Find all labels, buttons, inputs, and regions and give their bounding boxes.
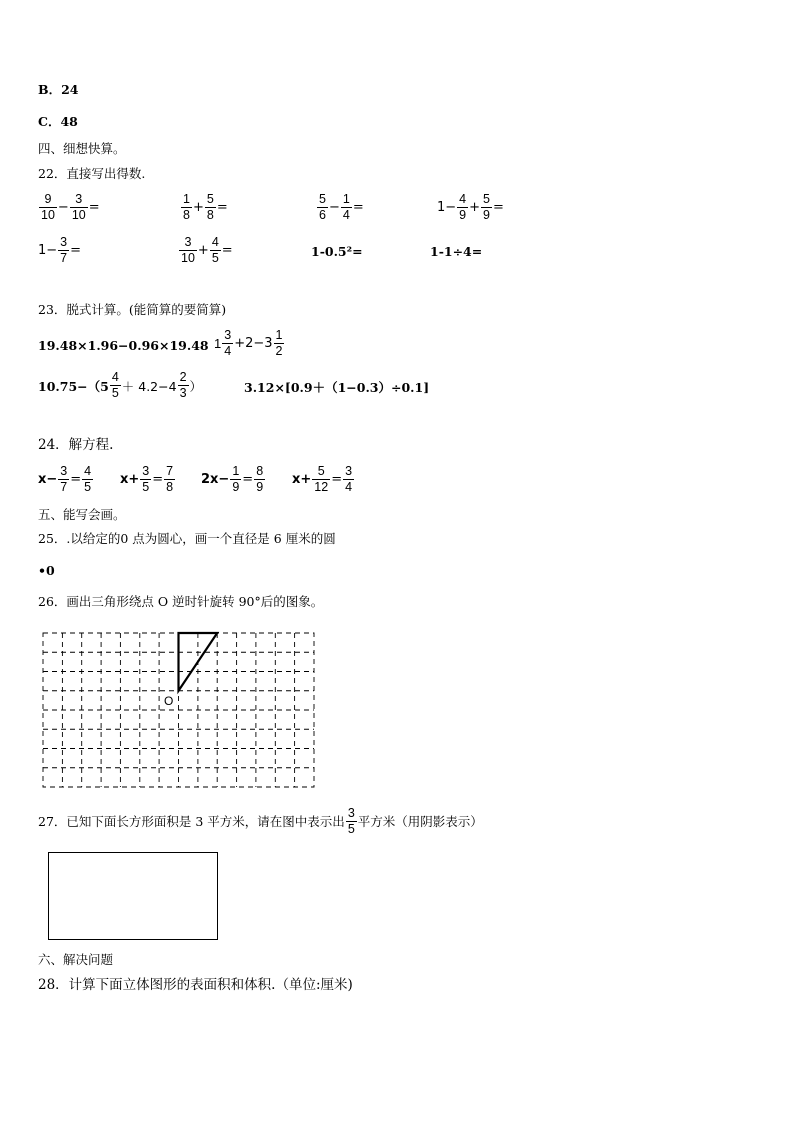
section-4-title: 四、细想快算。 (38, 141, 126, 156)
q24-eq-2: x+ $\frac{3}{5}$ = $\frac{7}{8}$ (120, 464, 174, 494)
fraction: $\frac{3}{10}$ (181, 235, 195, 265)
fraction: $\frac{8}{9}$ (256, 464, 264, 494)
q22-stem: 22．直接写出得数. (38, 166, 146, 181)
q28-stem: 28．计算下面立体图形的表面积和体积.（单位:厘米) (38, 977, 353, 993)
fraction: $\frac{5}{8}$ (206, 192, 214, 222)
fraction: $\frac{2}{3}$ (179, 370, 187, 400)
fraction: $\frac{3}{7}$ (60, 464, 68, 494)
fraction: $\frac{3}{5}$ (347, 806, 355, 836)
fraction: $\frac{7}{8}$ (166, 464, 174, 494)
q22-expr-4: 1− $\frac{4}{9}$ + $\frac{5}{9}$ = (437, 192, 504, 222)
fraction: $\frac{3}{4}$ (224, 328, 232, 358)
fraction: $\frac{9}{10}$ (41, 192, 55, 222)
fraction: $\frac{4}{5}$ (84, 464, 92, 494)
q22-expr-7: 1-0.5²= (311, 244, 363, 259)
q24-eq-3: 2x− $\frac{1}{9}$ = $\frac{8}{9}$ (201, 464, 264, 494)
q24-eq-1: x− $\frac{3}{7}$ = $\frac{4}{5}$ (38, 464, 92, 494)
fraction: $\frac{4}{5}$ (111, 370, 119, 400)
q22-expr-1: $\frac{9}{10}$ − $\frac{3}{10}$ = (41, 192, 100, 222)
option-c: C．48 (38, 114, 78, 129)
fraction: $\frac{5}{6}$ (319, 192, 326, 222)
q26-stem: 26．画出三角形绕点 O 逆时针旋转 90°后的图象。 (38, 594, 324, 609)
q24-stem: 24．解方程. (38, 437, 114, 453)
q22-expr-8: 1-1÷4= (430, 244, 483, 259)
fraction: $\frac{1}{9}$ (232, 464, 240, 494)
fraction: $\frac{4}{5}$ (211, 235, 219, 265)
q23-expr-3: 10.75−（5 $\frac{4}{5}$ ＋ 4.2−4 $\frac{2}{3}$ ） (38, 370, 203, 400)
fraction: $\frac{1}{2}$ (275, 328, 283, 358)
point-o-label: O (164, 694, 174, 708)
fraction: $\frac{1}{4}$ (342, 192, 350, 222)
q25-stem: 25．.以给定的0 点为圆心，画一个直径是 6 厘米的圆 (38, 531, 336, 546)
section-5-title: 五、能写会画。 (38, 507, 126, 522)
fraction: $\frac{3}{7}$ (60, 235, 68, 265)
q23-expr-4: 3.12×[0.9＋（1−0.3）÷0.1] (244, 380, 430, 395)
q24-eq-4: x+ $\frac{5}{12}$ = $\frac{3}{4}$ (292, 464, 353, 494)
q22-expr-6: $\frac{3}{10}$ + $\frac{4}{5}$ = (181, 235, 233, 265)
q23-expr-1: 19.48×1.96−0.96×19.48 (38, 338, 209, 353)
fraction: $\frac{1}{8}$ (183, 192, 190, 222)
fraction: $\frac{3}{5}$ (142, 464, 150, 494)
q23-expr-2: 1 $\frac{3}{4}$ +2−3 $\frac{1}{2}$ (214, 328, 283, 358)
option-b: B．24 (38, 82, 79, 97)
fraction: $\frac{4}{9}$ (459, 192, 467, 222)
rotation-grid (40, 630, 318, 790)
rectangle-area (48, 852, 218, 940)
fraction: $\frac{5}{9}$ (483, 192, 490, 222)
q22-expr-2: $\frac{1}{8}$ + $\frac{5}{8}$ = (183, 192, 228, 222)
q27-stem: 27．已知下面长方形面积是 3 平方米，请在图中表示出 $\frac{3}{5}$ 平方米（用阴影表示） (38, 806, 483, 836)
fraction: $\frac{5}{12}$ (314, 464, 329, 494)
q23-stem: 23．脱式计算。(能简算的要简算) (38, 302, 227, 317)
fraction: $\frac{3}{10}$ (71, 192, 86, 222)
q22-expr-5: 1− $\frac{3}{7}$ = (38, 235, 82, 265)
q22-expr-3: $\frac{5}{6}$ − $\frac{1}{4}$ = (319, 192, 364, 222)
section-6-title: 六、解决问题 (38, 952, 114, 967)
q25-center-point: •0 (38, 563, 55, 578)
fraction: $\frac{3}{4}$ (345, 464, 353, 494)
